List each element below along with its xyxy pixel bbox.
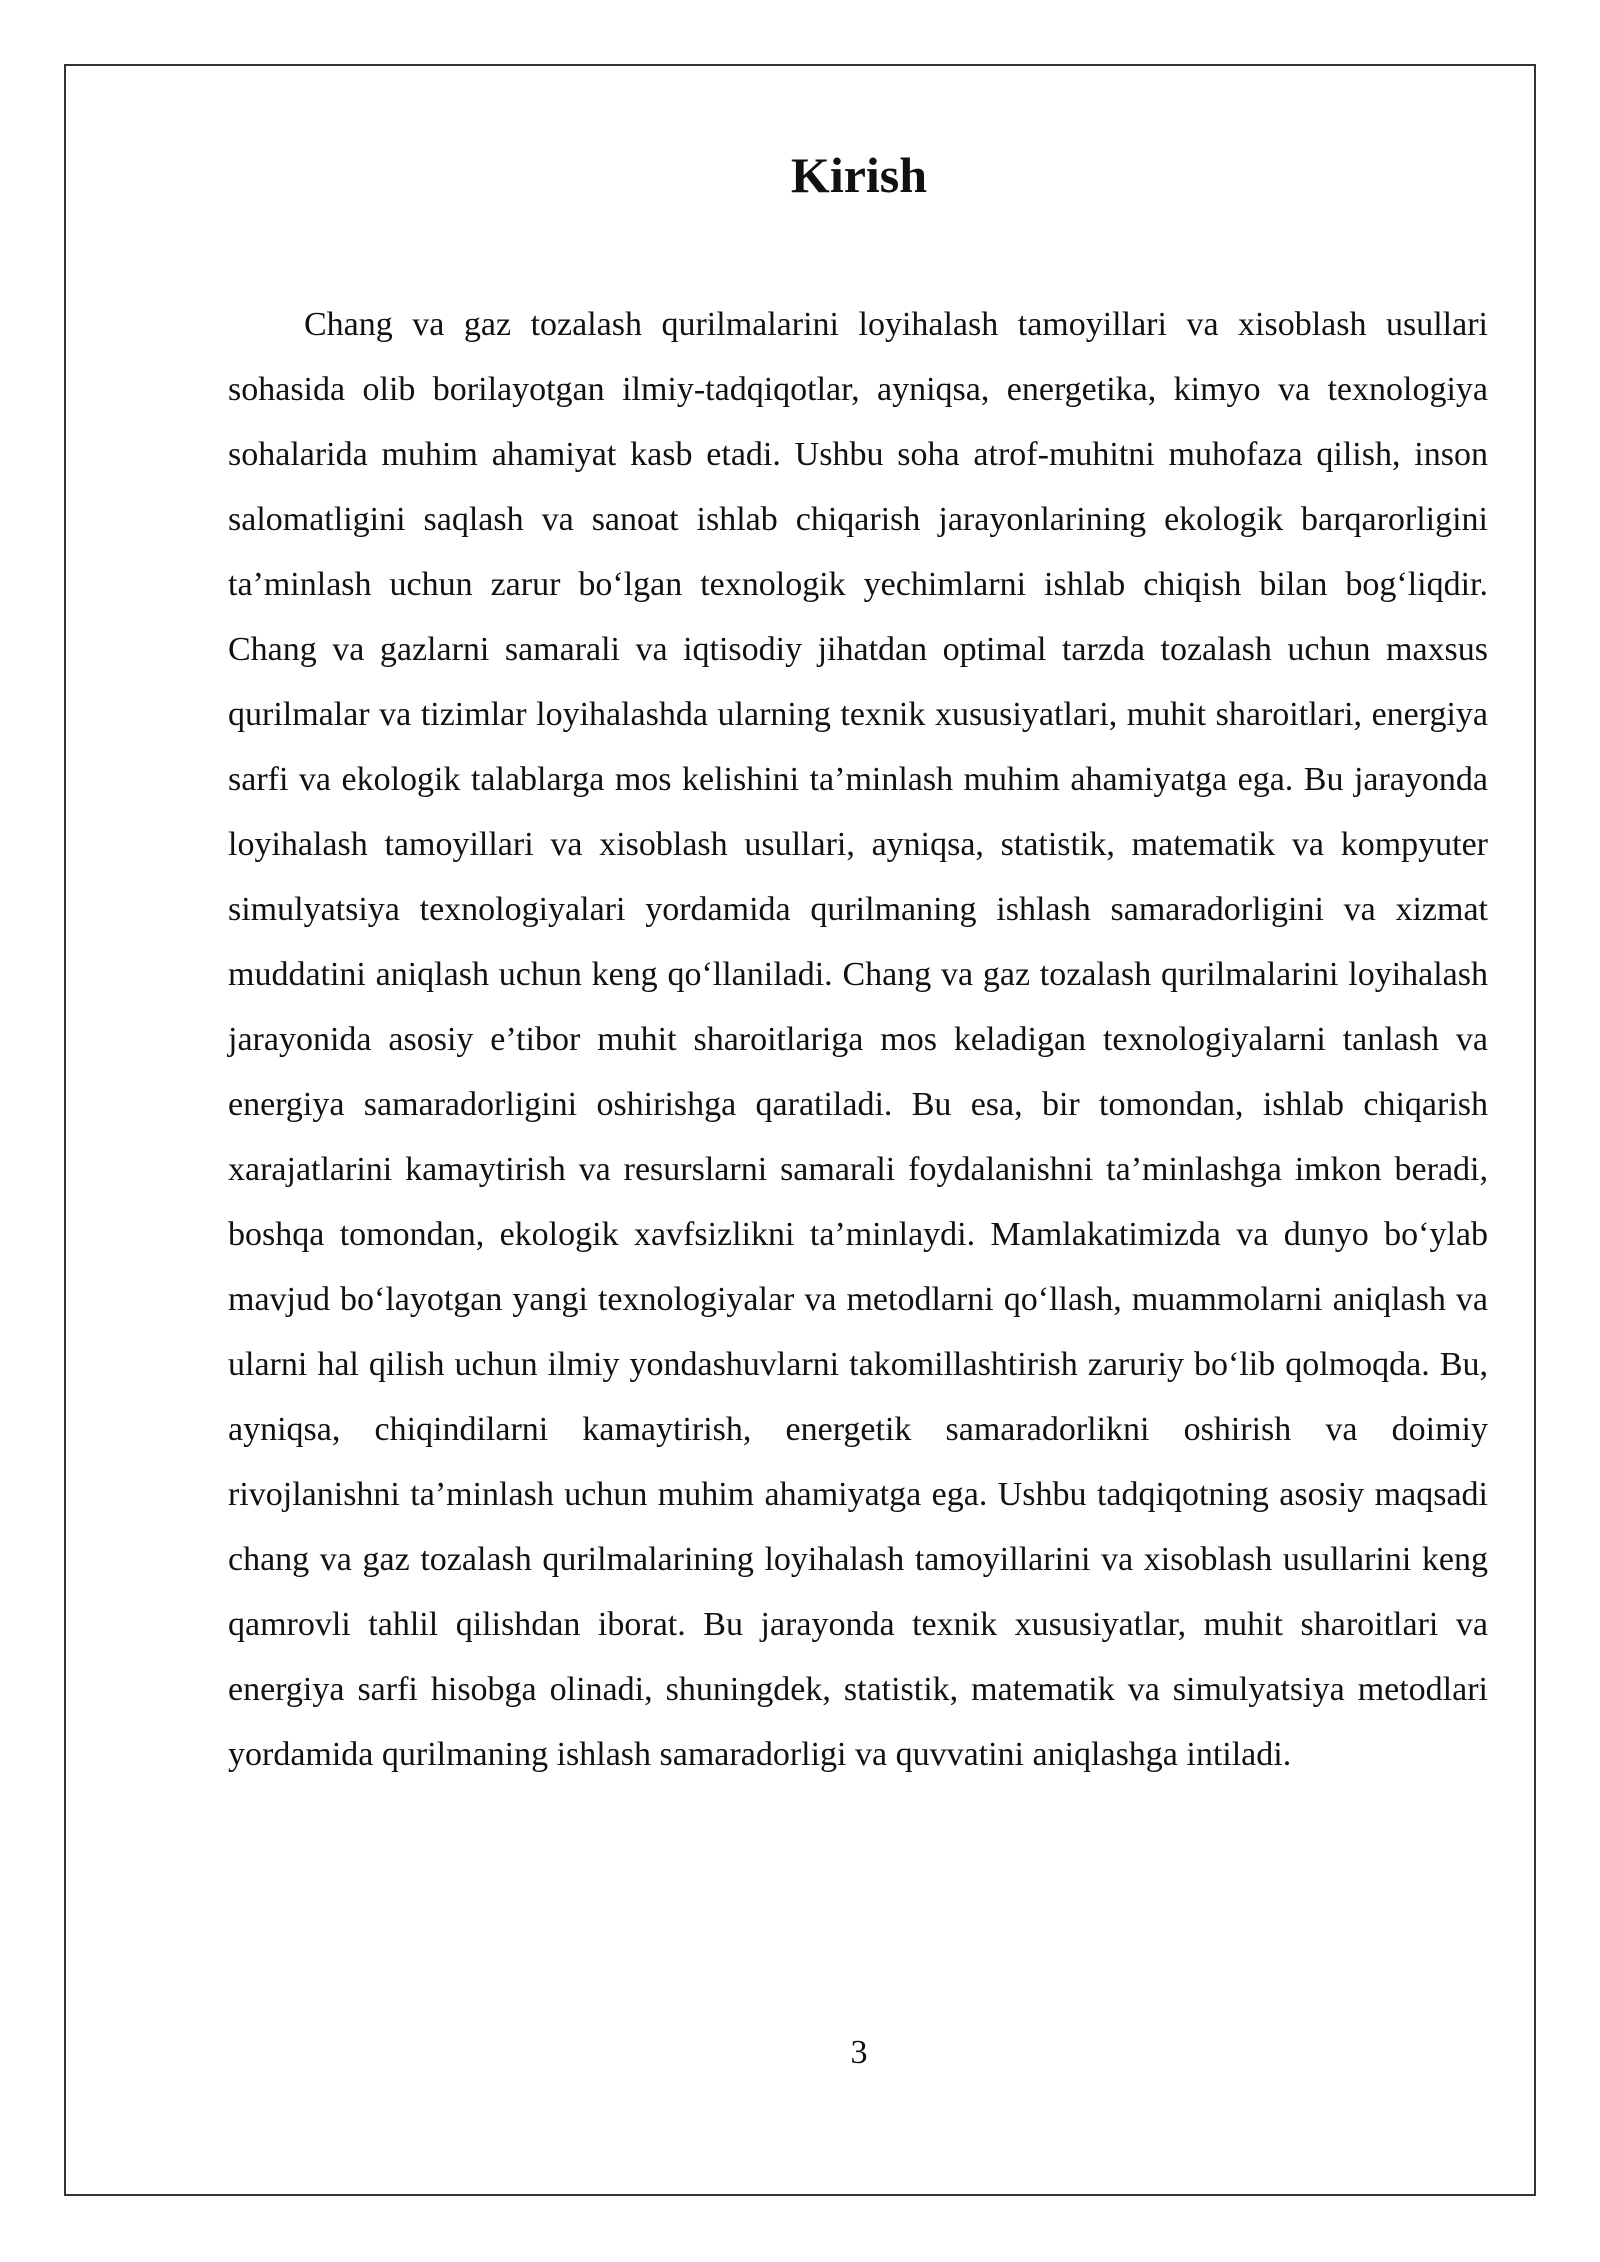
body-paragraph: Chang va gaz tozalash qurilmalarini loyihalash tamoyillari va xisoblash usullari sohasida olib borilayotgan ilmiy-tadqiqotlar, ayniqsa, energetika, kimyo va texnologiya sohalarida muhim ahamiyat kasb etadi. Ushbu soha atrof-muhitni muhofaza qilish, inson salomatligini saqlash va sanoat ishlab chiqarish jarayonlarining ekologik barqarorligini ta’minlash uchun zarur bo‘lgan texnologik yechimlarni ishlab chiqish bilan bog‘liqdir. Chang va gazlarni samarali va iqtisodiy jihatdan optimal tarzda tozalash uchun maxsus qurilmalar va tizimlar loyihalashda ularning texnik xususiyatlari, muhit sharoitlari, energiya sarfi va ekologik talablarga mos kelishini ta’minlash muhim ahamiyatga ega. Bu jarayonda loyihalash tamoyillari va xisoblash usullari, ayniqsa, statistik, matematik va kompyuter simulyatsiya texnologiyalari yordamida qurilmaning ishlash samaradorligini va xizmat muddatini aniqlash uchun keng qo‘llaniladi. Chang va gaz tozalash qurilmalarini loyihalash jarayonida asosiy e’tibor muhit sharoitlariga mos keladigan texnologiyalarni tanlash va energiya samaradorligini oshirishga qaratiladi. Bu esa, bir tomondan, ishlab chiqarish xarajatlarini kamaytirish va resurslarni samarali foydalanishni ta’minlashga imkon beradi, boshqa tomondan, ekologik xavfsizlikni ta’minlaydi. Mamlakatimizda va dunyo bo‘ylab mavjud bo‘layotgan yangi texnologiyalar va metodlarni qo‘llash, muammolarni aniqlash va ularni hal qilish uchun ilmiy yondashuvlarni takomillashtirish zaruriy bo‘lib qolmoqda. Bu, ayniqsa, chiqindilarni kamaytirish, energetik samaradorlikni oshirish va doimiy rivojlanishni ta’minlash uchun muhim ahamiyatga ega. Ushbu tadqiqotning asosiy maqsadi chang va gaz tozalash qurilmalarining loyihalash tamoyillarini va xisoblash usullarini keng qamrovli tahlil qilishdan iborat. Bu jarayonda texnik xususiyatlar, muhit sharoitlari va energiya sarfi hisobga olinadi, shuningdek, statistik, matematik va simulyatsiya metodlari yordamida qurilmaning ishlash samaradorligi va quvvatini aniqlashga intiladi. <box>228 306 1488 1773</box>
page-title: Kirish <box>790 147 928 203</box>
page-number: 3 <box>850 2034 868 2071</box>
